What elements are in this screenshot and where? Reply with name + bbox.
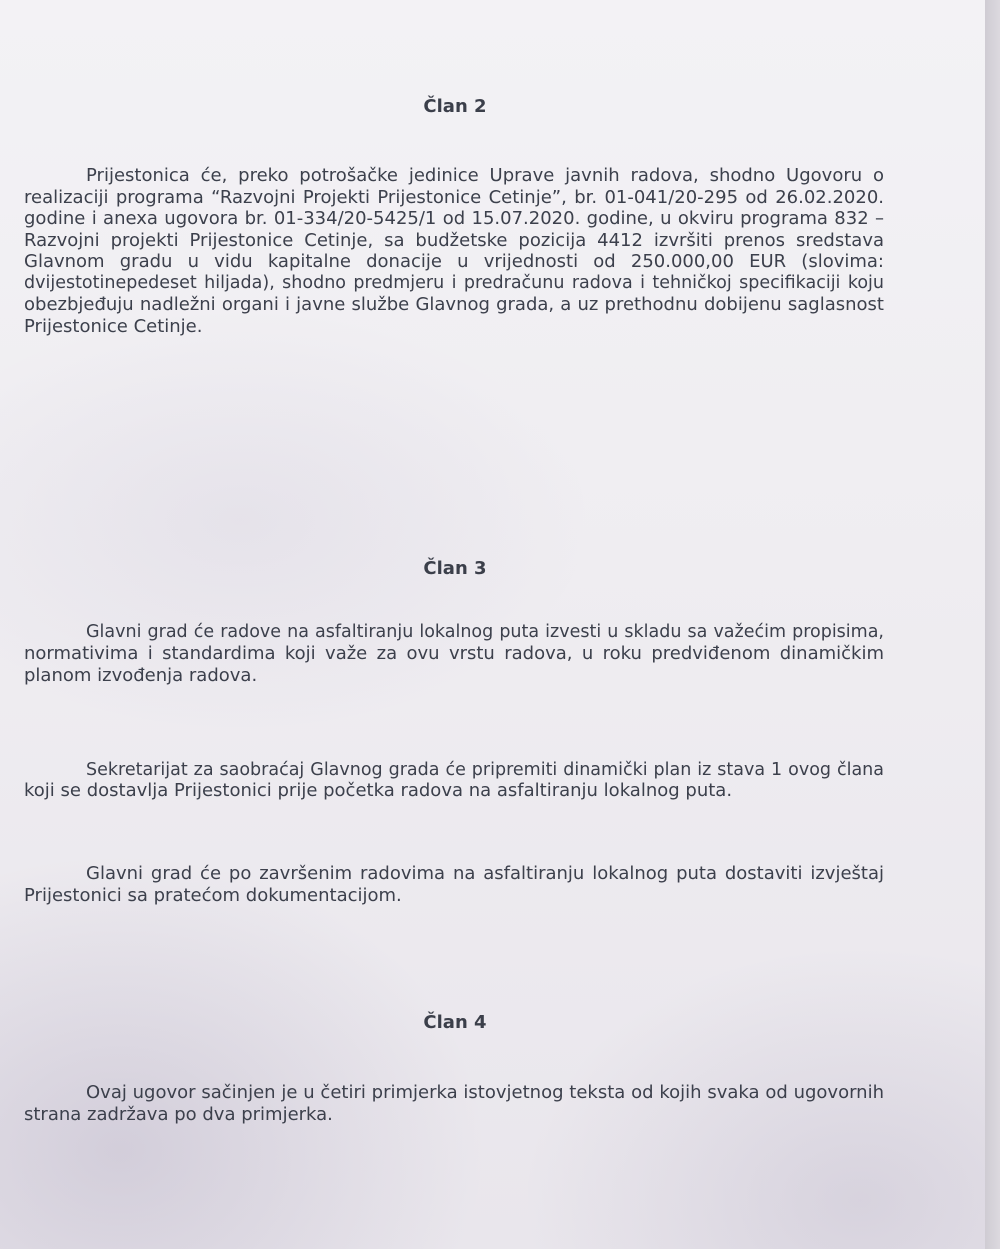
paragraph-line: Prijestonice Cetinje.	[24, 315, 203, 337]
section-heading: Član 3	[423, 558, 487, 579]
paragraph-line: Sekretarijat za saobraćaj Glavnog grada će pripremiti dinamički plan iz stava 1 ovog člana	[86, 760, 884, 780]
paragraph-line: obezbjeđuju nadležni organi i javne službe Glavnog grada, a uz prethodnu dobijenu saglasnost	[24, 293, 884, 315]
paragraph	[24, 156, 884, 337]
paragraph-line: realizaciji programa “Razvojni Projekti Prijestonice Cetinje”, br. 01-041/20-295 od 26.02.2020.	[24, 186, 884, 208]
paragraph-line: koji se dostavlja Prijestonici prije početka radova na asfaltiranju lokalnog puta.	[24, 780, 733, 801]
paragraph-line: Prijestonica će, preko potrošačke jedinice Uprave javnih radova, shodno Ugovoru o	[86, 165, 884, 186]
paragraph-line: strana zadržava po dva primjerka.	[24, 1103, 333, 1125]
bleed-through-mark	[470, 440, 475, 459]
section-heading: Član 4	[423, 1012, 487, 1033]
paragraph-line: Glavni grad će radove na asfaltiranju lokalnog puta izvesti u skladu sa važećim propisima,	[86, 622, 884, 642]
paragraph-line: Glavni grad će po završenim radovima na asfaltiranju lokalnog puta dostaviti izvještaj	[86, 863, 884, 884]
paragraph-line: normativima i standardima koji važe za ovu vrstu radova, u roku predviđenom dinamičkim	[24, 643, 884, 664]
paragraph-line: Prijestonici sa pratećom dokumentacijom.	[24, 884, 402, 906]
paragraph	[24, 748, 884, 801]
paragraph-line: planom izvođenja radova.	[24, 664, 258, 686]
paragraph-line: dvijestotinepedeset hiljada), shodno predmjeru i predračunu radova i tehničkoj specifikaciji koju	[24, 272, 884, 293]
paragraph	[24, 852, 884, 906]
paragraph-line: Ovaj ugovor sačinjen je u četiri primjerka istovjetnog teksta od kojih svaka od ugovornih	[86, 1082, 884, 1103]
paragraph-line: Glavnom gradu u vidu kapitalne donacije u vrijednosti od 250.000,00 EUR (slovima:	[24, 251, 884, 273]
page-edge	[985, 0, 1000, 1249]
paragraph	[24, 612, 884, 686]
paragraph	[24, 1070, 884, 1125]
section-heading: Član 2	[423, 96, 487, 117]
paragraph-line: Razvojni projekti Prijestonice Cetinje, sa budžetske pozicija 4412 izvršiti prenos sredstava	[24, 229, 884, 251]
paragraph-line: godine i anexa ugovora br. 01-334/20-5425/1 od 15.07.2020. godine, u okviru programa 832 –	[24, 208, 884, 230]
